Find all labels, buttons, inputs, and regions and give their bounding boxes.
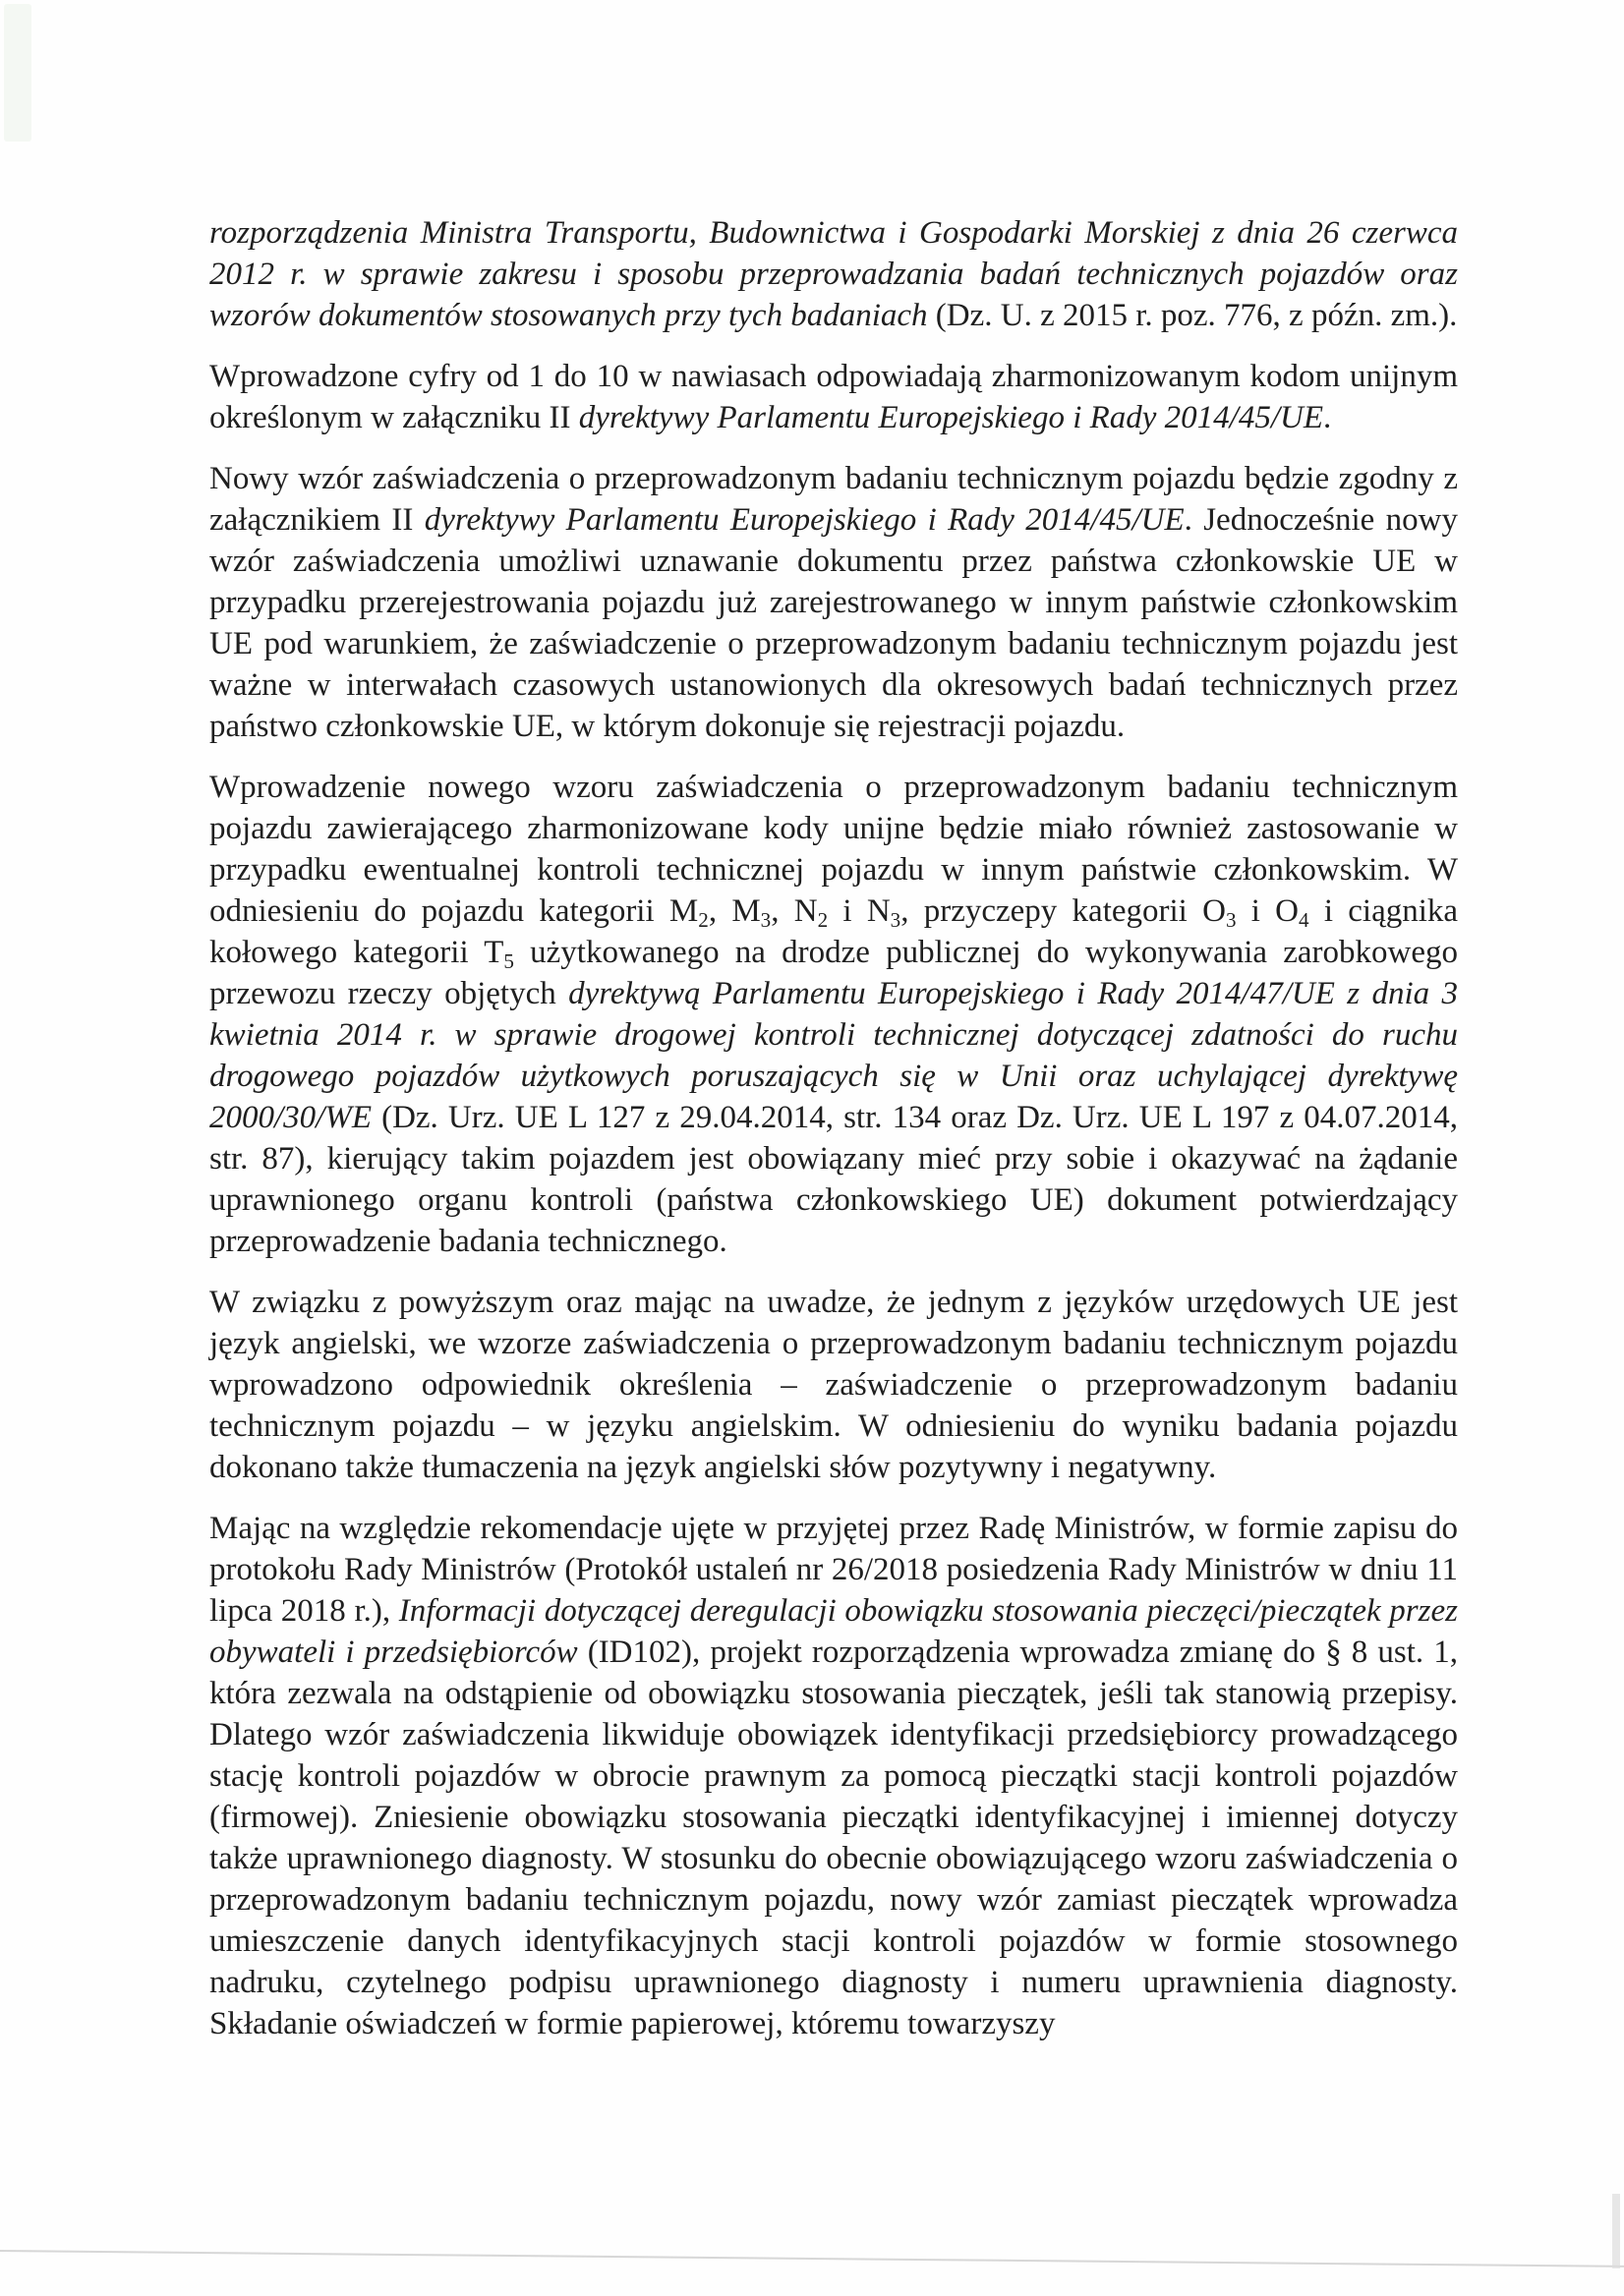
text-run: , N bbox=[771, 893, 818, 929]
text-run: użytkowanego na drodze publicznej do wykonywania zarobkowego przewozu rzeczy objętych bbox=[209, 935, 1458, 1011]
scan-artifact-top-left-strip bbox=[4, 4, 31, 142]
text-run: . bbox=[1323, 400, 1332, 435]
paragraph-1 bbox=[209, 212, 1458, 336]
text-run: . Jednocześnie nowy wzór zaświadczenia umożliwi uznawanie dokumentu przez państwa członkowskie UE w przypadku przerejestrowania pojazdu już zarejestrowanego w innym państwie członkowskim UE pod warunkiem, że zaświadczenie o przeprowadzonym badaniu technicznym pojazdu jest ważne w interwałach czasowych ustanowionych dla okresowych badań technicznych przez państwo członkowskie UE, w którym dokonuje się rejestracji pojazdu. bbox=[209, 502, 1458, 744]
scan-artifact-bottom-edge-line bbox=[0, 2250, 1624, 2267]
paragraph-4 bbox=[209, 767, 1458, 1262]
italic-run: rozporządzenia Ministra Transportu, Budownictwa i Gospodarki Morskiej z dnia 26 czerwca 2012 r. w sprawie zakresu i sposobu przeprowadzania badań technicznych pojazdów oraz wzorów dokumentów stosowanych przy tych badaniach bbox=[209, 215, 1458, 333]
subscript-run: 2 bbox=[698, 907, 709, 932]
text-run: (Dz. Urz. UE L 127 z 29.04.2014, str. 134 oraz Dz. Urz. UE L 197 z 04.07.2014, str. 87), kierujący takim pojazdem jest obowiązany mieć przy sobie i okazywać na żądanie uprawnionego organu kontroli (państwa członkowskiego UE) dokument potwierdzający przeprowadzenie badania technicznego. bbox=[209, 1100, 1458, 1259]
paragraph-3 bbox=[209, 458, 1458, 747]
italic-run: Informacji dotyczącej deregulacji obowiązku stosowania pieczęci/pieczątek przez obywateli i przedsiębiorców bbox=[209, 1593, 1458, 1670]
subscript-run: 3 bbox=[890, 907, 901, 932]
text-run: , M bbox=[708, 893, 761, 929]
scan-artifact-bottom-right-edge bbox=[1612, 2194, 1620, 2268]
subscript-run: 4 bbox=[1299, 907, 1309, 932]
text-run: i O bbox=[1236, 893, 1300, 929]
text-run: Mając na względzie rekomendacje ujęte w przyjętej przez Radę Ministrów, w formie zapisu do protokołu Rady Ministrów (Protokół ustaleń nr 26/2018 posiedzenia Rady Ministrów w dniu 11 lipca 2018 r.), bbox=[209, 1511, 1458, 1629]
italic-run: dyrektywy Parlamentu Europejskiego i Rady 2014/45/UE bbox=[578, 400, 1323, 435]
italic-run: dyrektywy Parlamentu Europejskiego i Rady 2014/45/UE bbox=[424, 502, 1185, 538]
text-run: Nowy wzór zaświadczenia o przeprowadzonym badaniu technicznym pojazdu będzie zgodny z załącznikiem II bbox=[209, 461, 1458, 538]
text-run: i N bbox=[828, 893, 891, 929]
text-run: Wprowadzone cyfry od 1 do 10 w nawiasach odpowiadają zharmonizowanym kodom unijnym określonym w załączniku II bbox=[209, 359, 1458, 435]
subscript-run: 2 bbox=[817, 907, 829, 932]
paragraph-5 bbox=[209, 1282, 1458, 1488]
text-run: i ciągnika kołowego kategorii T bbox=[209, 893, 1459, 970]
paragraph-2 bbox=[209, 356, 1458, 438]
paragraph-6 bbox=[209, 1508, 1458, 2044]
subscript-run: 5 bbox=[503, 948, 514, 973]
text-run: W związku z powyższym oraz mając na uwadze, że jednym z języków urzędowych UE jest język angielski, we wzorze zaświadczenia o przeprowadzonym badaniu technicznym pojazdu wprowadzono odpowiednik określenia – zaświadczenie o przeprowadzonym badaniu technicznym pojazdu – w języku angielskim. W odniesieniu do wyniku badania pojazdu dokonano także tłumaczenia na język angielski słów pozytywny i negatywny. bbox=[209, 1285, 1458, 1485]
document-body bbox=[209, 212, 1458, 2064]
text-run: (ID102), projekt rozporządzenia wprowadza zmianę do § 8 ust. 1, która zezwala na odstąpienie od obowiązku stosowania pieczątek, jeśli tak stanowią przepisy. Dlatego wzór zaświadczenia likwiduje obowiązek identyfikacji przedsiębiorcy prowadzącego stację kontroli pojazdów w obrocie prawnym za pomocą pieczątki stacji kontroli pojazdów (firmowej). Zniesienie obowiązku stosowania pieczątki identyfikacyjnej i imiennej dotyczy także uprawnionego diagnosty. W stosunku do obecnie obowiązującego wzoru zaświadczenia o przeprowadzonym badaniu technicznym pojazdu, nowy wzór zamiast pieczątek wprowadza umieszczenie danych identyfikacyjnych stacji kontroli pojazdów w formie stosownego nadruku, czytelnego podpisu uprawnionego diagnosty i numeru uprawnienia diagnosty. Składanie oświadczeń w formie papierowej, któremu towarzyszy bbox=[209, 1635, 1458, 2041]
text-run: Wprowadzenie nowego wzoru zaświadczenia o przeprowadzonym badaniu technicznym pojazdu zawierającego zharmonizowane kody unijne będzie miało również zastosowanie w przypadku ewentualnej kontroli technicznej pojazdu w innym państwie członkowskim. W odniesieniu do pojazdu kategorii M bbox=[209, 770, 1458, 929]
text-run: (Dz. U. z 2015 r. poz. 776, z późn. zm.). bbox=[927, 298, 1458, 333]
subscript-run: 3 bbox=[760, 907, 772, 932]
text-run: , przyczepy kategorii O bbox=[900, 893, 1226, 929]
subscript-run: 3 bbox=[1225, 907, 1237, 932]
italic-run: dyrektywą Parlamentu Europejskiego i Rady 2014/47/UE z dnia 3 kwietnia 2014 r. w sprawie drogowej kontroli technicznej dotyczącej zdatności do ruchu drogowego pojazdów użytkowych poruszających się w Unii oraz uchylającej dyrektywę 2000/30/WE bbox=[209, 976, 1458, 1135]
